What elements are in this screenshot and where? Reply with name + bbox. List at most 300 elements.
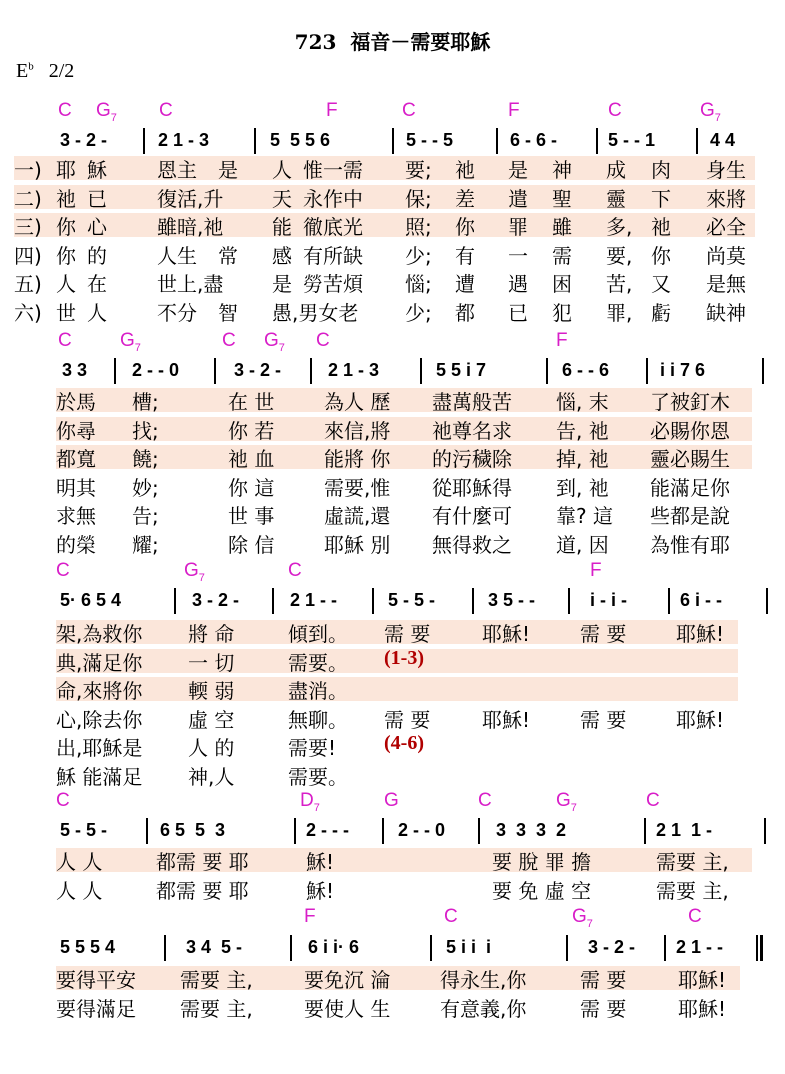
note-group: 6 i i· 6 xyxy=(308,937,360,957)
lyric-word: 得永生,你 xyxy=(440,968,527,992)
chord-symbol xyxy=(159,100,173,122)
lyric-word: 犯 xyxy=(552,300,572,325)
lyric-word: 缺神 xyxy=(706,300,746,325)
note-group: 4 4 xyxy=(710,130,736,150)
note-group: 5 5 5 6 xyxy=(270,130,331,150)
lyric-word: 要 脫 罪 擔 xyxy=(492,850,592,874)
lyric-word: 遣 xyxy=(508,186,528,211)
lyric-word: 三) xyxy=(14,215,42,239)
lyric-word: 為惟有耶 xyxy=(650,532,730,557)
chord-seventh: 7 xyxy=(586,917,593,930)
lyric-word: 需 要 xyxy=(384,622,431,646)
chord-root: C xyxy=(222,330,236,351)
lyric-word: 求無 xyxy=(56,504,96,528)
lyric-word: 於馬 xyxy=(56,390,96,414)
lyric-word: 耶穌! xyxy=(676,622,725,646)
lyric-highlight xyxy=(14,156,755,180)
lyric-word: 你 若 xyxy=(228,418,275,443)
chord-seventh: 7 xyxy=(714,111,721,124)
bar-line xyxy=(644,818,646,844)
note-group: 3 4 5 - xyxy=(186,937,243,957)
lyric-word: 一 切 xyxy=(188,650,235,675)
lyric-word: 祂 xyxy=(56,186,76,211)
lyric-word: 命,來將你 xyxy=(56,679,143,703)
lyric-word: 需 要 xyxy=(580,622,627,646)
lyric-word: 從耶穌得 xyxy=(432,475,512,500)
chord-symbol xyxy=(264,330,285,354)
lyric-highlight xyxy=(14,213,755,237)
chord-symbol xyxy=(444,906,458,928)
lyric-word: 道, 因 xyxy=(556,532,609,557)
lyric-word: 又 xyxy=(651,272,671,296)
chord-root: C xyxy=(402,100,416,121)
note-group: 5 - 5 - xyxy=(60,820,108,840)
bar-line xyxy=(214,358,216,384)
lyric-word: 盡萬般苦 xyxy=(432,390,512,414)
lyric-word: 穌! xyxy=(306,878,335,903)
lyric-word: 需要! xyxy=(288,736,337,760)
lyric-word: 穌! xyxy=(306,850,335,874)
lyric-word: 虛謊,還 xyxy=(324,504,391,528)
time-signature: 2/2 xyxy=(48,60,75,82)
final-bar-thick xyxy=(760,935,763,961)
chord-root: F xyxy=(590,560,602,581)
lyric-word: 惟一需 xyxy=(303,158,363,182)
note-group: 6 i - - xyxy=(680,590,723,610)
lyric-word: 需 要 xyxy=(580,707,627,732)
lyric-word: 盡消。 xyxy=(288,679,348,703)
verse-range-label: (1-3) xyxy=(384,646,424,669)
lyric-word: 的污穢除 xyxy=(432,447,512,471)
lyric-word: 恩主 xyxy=(157,158,197,182)
lyric-word: 祂 xyxy=(651,215,671,239)
note-group: 3 - 2 - xyxy=(192,590,240,610)
lyric-highlight xyxy=(56,388,752,412)
bar-line xyxy=(568,588,570,614)
lyric-word: 世 xyxy=(56,300,76,325)
note-group: 5 i i i xyxy=(446,937,492,957)
chord-seventh: 7 xyxy=(278,341,285,354)
lyric-word: 不分 xyxy=(157,300,197,325)
chord-symbol xyxy=(572,906,593,930)
lyric-word: 明其 xyxy=(56,475,96,500)
chord-symbol xyxy=(326,100,338,122)
lyric-word: 困 xyxy=(552,272,572,296)
lyric-word: 的 xyxy=(87,243,107,268)
lyric-word: 勞苦煩 xyxy=(303,272,363,296)
bar-line xyxy=(668,588,670,614)
bar-line xyxy=(382,818,384,844)
chord-letter: G xyxy=(556,790,571,811)
bar-line xyxy=(566,935,568,961)
bar-line xyxy=(646,358,648,384)
lyric-word: 為人 歷 xyxy=(324,390,391,414)
chord-symbol xyxy=(608,100,622,122)
lyric-word: 要, xyxy=(606,243,633,268)
chord-symbol xyxy=(304,906,316,928)
key-note: E xyxy=(16,60,29,82)
note-group: 5 5 5 4 xyxy=(60,937,116,957)
chord-symbol xyxy=(508,100,520,122)
chord-root: C xyxy=(646,790,660,811)
lyric-word: 世上,盡 xyxy=(157,272,224,296)
lyric-word: 人生 xyxy=(157,243,197,268)
lyric-word: 人 xyxy=(87,300,107,325)
chord-symbol xyxy=(478,790,492,812)
lyric-word: 心 xyxy=(87,215,107,239)
lyric-word: 心,除去你 xyxy=(56,707,143,732)
lyric-word: 雖暗,祂 xyxy=(157,215,224,239)
chord-symbol xyxy=(58,100,72,122)
verse-range-label: (4-6) xyxy=(384,732,424,754)
chord-symbol xyxy=(688,906,702,928)
lyric-word: 需要。 xyxy=(288,764,348,789)
lyric-word: 的榮 xyxy=(56,532,96,557)
lyric-word: 靈 xyxy=(606,186,626,211)
lyric-word: 一 xyxy=(508,243,528,268)
note-group: 6 - - 6 xyxy=(562,360,610,380)
lyric-word: 耶穌! xyxy=(678,996,727,1021)
chord-symbol xyxy=(556,330,568,352)
lyric-word: 告, 祂 xyxy=(556,418,609,443)
chord-root: C xyxy=(688,906,702,927)
lyric-word: 都寬 xyxy=(56,447,96,471)
chord-symbol xyxy=(316,330,330,352)
lyric-word: 掉, 祂 xyxy=(556,447,609,471)
lyric-word: 神,人 xyxy=(188,764,235,789)
chord-letter: D xyxy=(300,790,314,811)
lyric-word: 聖 xyxy=(552,186,572,211)
lyric-highlight xyxy=(56,966,740,990)
chord-root: C xyxy=(444,906,458,927)
lyric-word: 了被釘木 xyxy=(650,390,730,414)
chord-symbol xyxy=(402,100,416,122)
lyric-word: 徹底光 xyxy=(303,215,363,239)
lyric-word: 要 免 虛 空 xyxy=(492,878,592,903)
lyric-word: 靈必賜生 xyxy=(650,447,730,471)
lyric-word: 一) xyxy=(14,158,42,182)
lyric-word: 你 xyxy=(56,215,76,239)
lyric-word: 遭 xyxy=(455,272,475,296)
lyric-word: 架,為救你 xyxy=(56,622,143,646)
lyric-word: 都 xyxy=(455,300,475,325)
lyric-word: 都需 要 耶 xyxy=(156,850,249,874)
note-group: 5 5 i 7 xyxy=(436,360,487,380)
lyric-word: 靠? 這 xyxy=(556,504,613,528)
lyric-word: 四) xyxy=(14,243,42,268)
chord-seventh: 7 xyxy=(110,111,117,124)
chord-symbol xyxy=(58,330,72,352)
bar-line xyxy=(310,358,312,384)
chord-seventh: 7 xyxy=(134,341,141,354)
chord-root: C xyxy=(56,560,70,581)
chord-root: C xyxy=(478,790,492,811)
lyric-word: 已 xyxy=(508,300,528,325)
lyric-word: 有所缺 xyxy=(303,243,363,268)
lyric-word: 下 xyxy=(651,186,671,211)
lyric-word: 人 的 xyxy=(188,736,235,760)
lyric-word: 無聊。 xyxy=(288,707,348,732)
chord-symbol xyxy=(56,560,70,582)
bar-line xyxy=(294,818,296,844)
chord-symbol xyxy=(96,100,117,124)
lyric-word: 來將 xyxy=(706,186,746,211)
bar-line xyxy=(164,935,166,961)
chord-root: F xyxy=(508,100,520,121)
lyric-word: 無得救之 xyxy=(432,532,512,557)
chord-symbol xyxy=(120,330,141,354)
lyric-word: 保; xyxy=(405,186,432,211)
lyric-word: 妙; xyxy=(132,475,159,500)
bar-line xyxy=(174,588,176,614)
lyric-word: 槽; xyxy=(132,390,159,414)
lyric-word: 是 xyxy=(218,158,238,182)
lyric-word: 二) xyxy=(14,186,42,211)
lyric-word: 身生 xyxy=(706,158,746,182)
lyric-word: 五) xyxy=(14,272,42,296)
lyric-word: 耶穌 別 xyxy=(324,532,391,557)
note-group: 5 - - 5 xyxy=(406,130,454,150)
note-group: 2 - - 0 xyxy=(132,360,180,380)
lyric-word: 尚莫 xyxy=(706,243,746,268)
bar-line xyxy=(596,128,598,154)
chord-letter: G xyxy=(184,560,199,581)
final-bar-thin xyxy=(756,935,758,961)
lyric-word: 些都是說 xyxy=(650,504,730,528)
lyric-word: 需 要 xyxy=(580,996,627,1021)
lyric-highlight xyxy=(56,445,752,469)
lyric-word: 需要。 xyxy=(288,650,348,675)
hymn-title: 723 福音－需要耶穌 xyxy=(294,30,491,54)
lyric-word: 將 命 xyxy=(188,622,235,646)
chord-root: F xyxy=(556,330,568,351)
note-group: 5 - - 1 xyxy=(608,130,656,150)
lyric-word: 饒; xyxy=(132,447,159,471)
bar-line xyxy=(430,935,432,961)
lyric-word: 耀; xyxy=(132,532,159,557)
bar-line xyxy=(114,358,116,384)
lyric-word: 虧 xyxy=(651,300,671,325)
lyric-word: 常 xyxy=(218,243,238,268)
lyric-word: 能滿足你 xyxy=(650,475,730,500)
chord-root: C xyxy=(316,330,330,351)
lyric-word: 需要 主, xyxy=(180,968,253,992)
chord-root: C xyxy=(58,330,72,351)
note-group: 2 1 - 3 xyxy=(328,360,380,380)
bar-line xyxy=(764,818,766,844)
chord-symbol xyxy=(56,790,70,812)
lyric-word: 惱; xyxy=(405,272,432,296)
key-accidental: b xyxy=(28,60,34,73)
lyric-word: 惱, 末 xyxy=(556,390,609,414)
lyric-word: 典,滿足你 xyxy=(56,650,143,675)
lyric-word: 告; xyxy=(132,504,159,528)
bar-line xyxy=(272,588,274,614)
lyric-word: 遇 xyxy=(508,272,528,296)
lyric-word: 必賜你恩 xyxy=(650,418,730,443)
note-group: 6 - 6 - xyxy=(510,130,558,150)
lyric-word: 愚,男女老 xyxy=(272,300,359,325)
lyric-word: 你 xyxy=(651,243,671,268)
chord-letter: G xyxy=(264,330,279,351)
bar-line xyxy=(766,588,768,614)
lyric-word: 神 xyxy=(552,158,572,182)
lyric-highlight xyxy=(56,417,752,441)
chord-letter: G xyxy=(700,100,715,121)
lyric-word: 要得滿足 xyxy=(56,996,136,1021)
lyric-word: 穌 能滿足 xyxy=(56,764,143,789)
lyric-word: 出,耶穌是 xyxy=(56,736,143,760)
lyric-word: 要使人 生 xyxy=(304,996,391,1021)
lyric-word: 需要,惟 xyxy=(324,475,391,500)
chord-seventh: 7 xyxy=(198,571,205,584)
lyric-word: 復活,升 xyxy=(157,186,224,211)
note-group: 5· 6 5 4 xyxy=(60,590,122,610)
lyric-word: 在 xyxy=(87,272,107,296)
note-group: 2 - - - xyxy=(306,820,349,840)
lyric-highlight xyxy=(56,677,738,701)
lyric-word: 都需 要 耶 xyxy=(156,878,249,903)
chord-root: C xyxy=(58,100,72,121)
bar-line xyxy=(146,818,148,844)
lyric-word: 是無 xyxy=(706,272,746,296)
bar-line xyxy=(664,935,666,961)
chord-seventh: 7 xyxy=(313,801,320,814)
chord-root: C xyxy=(159,100,173,121)
note-group: i i 7 6 xyxy=(660,360,706,380)
lyric-word: 需 要 xyxy=(384,707,431,732)
lyric-word: 耶穌! xyxy=(482,707,531,732)
lyric-word: 差 xyxy=(455,186,475,211)
chord-symbol xyxy=(222,330,236,352)
chord-root: C xyxy=(288,560,302,581)
lyric-word: 人 xyxy=(272,158,292,182)
lyric-word: 人 人 xyxy=(56,878,103,903)
note-group: 2 1 - 3 xyxy=(158,130,210,150)
lyric-word: 需要 主, xyxy=(180,996,253,1021)
chord-letter: G xyxy=(96,100,111,121)
chord-letter: G xyxy=(572,906,587,927)
lyric-word: 照; xyxy=(405,215,432,239)
chord-root: C xyxy=(608,100,622,121)
bar-line xyxy=(478,818,480,844)
lyric-word: 耶穌! xyxy=(678,968,727,992)
note-group: 3 - 2 - xyxy=(60,130,108,150)
lyric-word: 少; xyxy=(405,243,432,268)
note-group: 6 5 5 3 xyxy=(160,820,226,840)
lyric-word: 苦, xyxy=(606,272,633,296)
chord-symbol xyxy=(184,560,205,584)
note-group: 2 1 - - xyxy=(290,590,338,610)
lyric-word: 找; xyxy=(132,418,159,443)
note-group: 3 5 - - xyxy=(488,590,536,610)
lyric-word: 六) xyxy=(14,300,42,325)
lyric-word: 人 人 xyxy=(56,850,103,874)
lyric-word: 罪, xyxy=(606,300,633,325)
lyric-word: 祂 血 xyxy=(228,447,275,471)
lyric-word: 耶 xyxy=(56,158,76,182)
bar-line xyxy=(496,128,498,154)
chord-symbol xyxy=(646,790,660,812)
bar-line xyxy=(392,128,394,154)
lyric-highlight xyxy=(14,185,755,209)
lyric-word: 人 xyxy=(56,272,76,296)
bar-line xyxy=(290,935,292,961)
bar-line xyxy=(143,128,145,154)
lyric-word: 雖 xyxy=(552,215,572,239)
chord-letter: G xyxy=(120,330,135,351)
note-group: 2 1 - - xyxy=(676,937,724,957)
lyric-word: 天 xyxy=(272,186,292,211)
lyric-word: 你 xyxy=(56,243,76,268)
lyric-word: 傾到。 xyxy=(288,622,348,646)
lyric-word: 有什麼可 xyxy=(432,504,512,528)
chord-symbol xyxy=(556,790,577,814)
lyric-word: 虛 空 xyxy=(188,707,235,732)
note-group: 3 3 xyxy=(62,360,88,380)
lyric-word: 能 xyxy=(272,215,292,239)
lyric-word: 永作中 xyxy=(303,186,363,211)
lyric-word: 有意義,你 xyxy=(440,996,527,1021)
bar-line xyxy=(472,588,474,614)
lyric-word: 要得平安 xyxy=(56,968,136,992)
lyric-word: 需 要 xyxy=(580,968,627,992)
key-signature xyxy=(16,60,74,83)
lyric-word: 要; xyxy=(405,158,432,182)
lyric-word: 耶穌! xyxy=(482,622,531,646)
note-group: 5 - 5 - xyxy=(388,590,436,610)
lyric-word: 要免沉 淪 xyxy=(304,968,391,992)
lyric-word: 已 xyxy=(87,186,107,211)
lyric-word: 需要 主, xyxy=(656,850,729,874)
lyric-word: 你 xyxy=(455,215,475,239)
lyric-word: 多, xyxy=(606,215,633,239)
note-group: 3 - 2 - xyxy=(588,937,636,957)
lyric-word: 祂 xyxy=(455,158,475,182)
lyric-word: 你尋 xyxy=(56,418,96,443)
lyric-word: 世 事 xyxy=(228,504,275,528)
chord-symbol xyxy=(384,790,399,812)
bar-line xyxy=(546,358,548,384)
bar-line xyxy=(696,128,698,154)
chord-root: G xyxy=(384,790,399,811)
note-group: 2 1 1 - xyxy=(656,820,713,840)
lyric-word: 能將 你 xyxy=(324,447,391,471)
note-group: 2 - - 0 xyxy=(398,820,446,840)
bar-line xyxy=(762,358,764,384)
chord-symbol xyxy=(590,560,602,582)
note-group: 3 - 2 - xyxy=(234,360,282,380)
lyric-word: 必全 xyxy=(706,215,746,239)
note-group: 3 3 3 2 xyxy=(496,820,567,840)
lyric-word: 在 世 xyxy=(228,390,275,414)
lyric-word: 除 信 xyxy=(228,532,275,557)
lyric-word: 智 xyxy=(218,300,238,325)
lyric-word: 成 xyxy=(606,158,626,182)
lyric-word: 是 xyxy=(272,272,292,296)
lyric-word: 需 xyxy=(552,243,572,268)
chord-symbol xyxy=(700,100,721,124)
lyric-word: 到, 祂 xyxy=(556,475,609,500)
lyric-word: 需要 主, xyxy=(656,878,729,903)
lyric-word: 有 xyxy=(455,243,475,268)
lyric-word: 是 xyxy=(508,158,528,182)
bar-line xyxy=(254,128,256,154)
lyric-word: 少; xyxy=(405,300,432,325)
note-group: i - i - xyxy=(590,590,627,610)
lyric-word: 祂尊名求 xyxy=(432,418,512,443)
lyric-word: 肉 xyxy=(651,158,671,182)
